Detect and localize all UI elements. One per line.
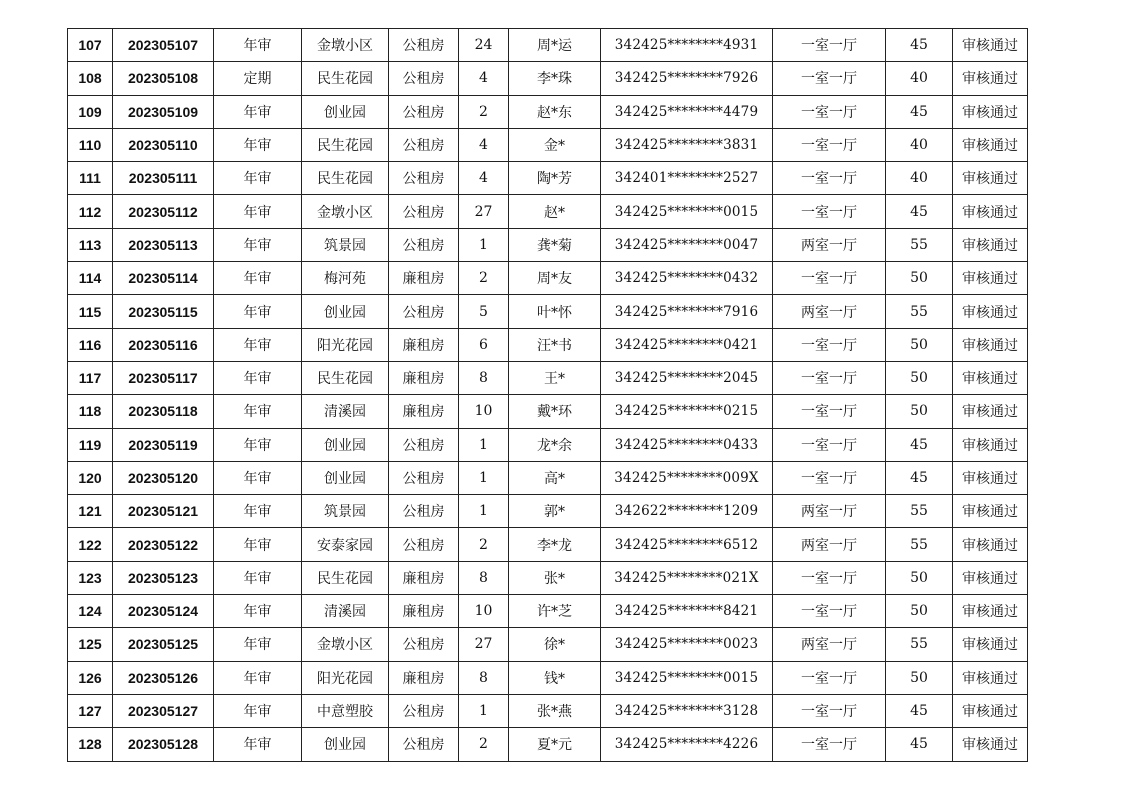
review-type-cell: 年审 <box>214 628 302 661</box>
community-cell: 民生花园 <box>302 561 389 594</box>
application-number-cell: 202305117 <box>113 361 214 394</box>
unit-layout-cell: 一室一厅 <box>773 162 886 195</box>
area-cell: 55 <box>886 495 953 528</box>
review-status-cell: 审核通过 <box>953 295 1028 328</box>
application-number-cell: 202305120 <box>113 461 214 494</box>
row-number-cell: 117 <box>68 361 113 394</box>
community-cell: 金墩小区 <box>302 29 389 62</box>
unit-layout-cell: 一室一厅 <box>773 728 886 761</box>
building-number-cell: 10 <box>459 395 509 428</box>
review-status-cell: 审核通过 <box>953 395 1028 428</box>
area-cell: 50 <box>886 595 953 628</box>
area-cell: 50 <box>886 395 953 428</box>
id-number-cell: 342425********021X <box>601 561 773 594</box>
applicant-name-cell: 李*龙 <box>509 528 601 561</box>
id-number-cell: 342425********0047 <box>601 228 773 261</box>
row-number-cell: 127 <box>68 694 113 727</box>
review-type-cell: 年审 <box>214 561 302 594</box>
applicant-name-cell: 王* <box>509 361 601 394</box>
application-number-cell: 202305128 <box>113 728 214 761</box>
id-number-cell: 342401********2527 <box>601 162 773 195</box>
application-number-cell: 202305112 <box>113 195 214 228</box>
id-number-cell: 342425********6512 <box>601 528 773 561</box>
building-number-cell: 1 <box>459 694 509 727</box>
review-results-table <box>67 28 1028 762</box>
review-type-cell: 年审 <box>214 595 302 628</box>
application-number-cell: 202305121 <box>113 495 214 528</box>
building-number-cell: 4 <box>459 162 509 195</box>
review-status-cell: 审核通过 <box>953 595 1028 628</box>
table-row <box>68 228 1028 261</box>
applicant-name-cell: 赵*东 <box>509 95 601 128</box>
building-number-cell: 2 <box>459 728 509 761</box>
table-row <box>68 361 1028 394</box>
table-row <box>68 95 1028 128</box>
id-number-cell: 342425********4226 <box>601 728 773 761</box>
building-number-cell: 8 <box>459 661 509 694</box>
area-cell: 45 <box>886 95 953 128</box>
review-type-cell: 年审 <box>214 428 302 461</box>
applicant-name-cell: 张* <box>509 561 601 594</box>
area-cell: 40 <box>886 62 953 95</box>
id-number-cell: 342425********0421 <box>601 328 773 361</box>
review-status-cell: 审核通过 <box>953 628 1028 661</box>
housing-type-cell: 廉租房 <box>389 262 459 295</box>
area-cell: 50 <box>886 328 953 361</box>
application-number-cell: 202305109 <box>113 95 214 128</box>
row-number-cell: 113 <box>68 228 113 261</box>
table-row <box>68 628 1028 661</box>
review-status-cell: 审核通过 <box>953 694 1028 727</box>
housing-type-cell: 廉租房 <box>389 661 459 694</box>
unit-layout-cell: 一室一厅 <box>773 461 886 494</box>
row-number-cell: 115 <box>68 295 113 328</box>
review-type-cell: 年审 <box>214 262 302 295</box>
community-cell: 中意塑胶 <box>302 694 389 727</box>
id-number-cell: 342425********0432 <box>601 262 773 295</box>
unit-layout-cell: 一室一厅 <box>773 661 886 694</box>
id-number-cell: 342425********0433 <box>601 428 773 461</box>
table-row <box>68 694 1028 727</box>
housing-type-cell: 廉租房 <box>389 361 459 394</box>
applicant-name-cell: 李*珠 <box>509 62 601 95</box>
community-cell: 创业园 <box>302 95 389 128</box>
building-number-cell: 8 <box>459 561 509 594</box>
review-type-cell: 年审 <box>214 128 302 161</box>
community-cell: 创业园 <box>302 461 389 494</box>
review-type-cell: 年审 <box>214 461 302 494</box>
id-number-cell: 342425********3128 <box>601 694 773 727</box>
application-number-cell: 202305123 <box>113 561 214 594</box>
housing-type-cell: 公租房 <box>389 195 459 228</box>
housing-type-cell: 公租房 <box>389 495 459 528</box>
community-cell: 民生花园 <box>302 162 389 195</box>
community-cell: 安泰家园 <box>302 528 389 561</box>
building-number-cell: 4 <box>459 62 509 95</box>
table-row <box>68 295 1028 328</box>
id-number-cell: 342425********7916 <box>601 295 773 328</box>
applicant-name-cell: 汪*书 <box>509 328 601 361</box>
unit-layout-cell: 一室一厅 <box>773 395 886 428</box>
applicant-name-cell: 钱* <box>509 661 601 694</box>
application-number-cell: 202305127 <box>113 694 214 727</box>
row-number-cell: 120 <box>68 461 113 494</box>
unit-layout-cell: 一室一厅 <box>773 195 886 228</box>
unit-layout-cell: 一室一厅 <box>773 328 886 361</box>
community-cell: 民生花园 <box>302 62 389 95</box>
review-status-cell: 审核通过 <box>953 728 1028 761</box>
review-type-cell: 年审 <box>214 295 302 328</box>
community-cell: 筑景园 <box>302 495 389 528</box>
application-number-cell: 202305116 <box>113 328 214 361</box>
community-cell: 梅河苑 <box>302 262 389 295</box>
id-number-cell: 342425********8421 <box>601 595 773 628</box>
housing-type-cell: 廉租房 <box>389 328 459 361</box>
community-cell: 阳光花园 <box>302 328 389 361</box>
area-cell: 40 <box>886 128 953 161</box>
housing-type-cell: 廉租房 <box>389 395 459 428</box>
community-cell: 筑景园 <box>302 228 389 261</box>
id-number-cell: 342425********009X <box>601 461 773 494</box>
building-number-cell: 1 <box>459 495 509 528</box>
table-row <box>68 461 1028 494</box>
application-number-cell: 202305114 <box>113 262 214 295</box>
unit-layout-cell: 两室一厅 <box>773 228 886 261</box>
review-status-cell: 审核通过 <box>953 328 1028 361</box>
row-number-cell: 124 <box>68 595 113 628</box>
table-row <box>68 195 1028 228</box>
table-row <box>68 395 1028 428</box>
application-number-cell: 202305107 <box>113 29 214 62</box>
unit-layout-cell: 一室一厅 <box>773 29 886 62</box>
area-cell: 50 <box>886 361 953 394</box>
review-type-cell: 年审 <box>214 162 302 195</box>
row-number-cell: 126 <box>68 661 113 694</box>
application-number-cell: 202305118 <box>113 395 214 428</box>
row-number-cell: 111 <box>68 162 113 195</box>
row-number-cell: 114 <box>68 262 113 295</box>
applicant-name-cell: 赵* <box>509 195 601 228</box>
unit-layout-cell: 一室一厅 <box>773 95 886 128</box>
review-status-cell: 审核通过 <box>953 262 1028 295</box>
application-number-cell: 202305122 <box>113 528 214 561</box>
building-number-cell: 2 <box>459 262 509 295</box>
row-number-cell: 107 <box>68 29 113 62</box>
review-status-cell: 审核通过 <box>953 195 1028 228</box>
area-cell: 50 <box>886 561 953 594</box>
housing-type-cell: 公租房 <box>389 628 459 661</box>
building-number-cell: 24 <box>459 29 509 62</box>
review-type-cell: 年审 <box>214 528 302 561</box>
unit-layout-cell: 一室一厅 <box>773 595 886 628</box>
review-type-cell: 年审 <box>214 361 302 394</box>
review-status-cell: 审核通过 <box>953 62 1028 95</box>
application-number-cell: 202305126 <box>113 661 214 694</box>
area-cell: 55 <box>886 628 953 661</box>
review-status-cell: 审核通过 <box>953 428 1028 461</box>
building-number-cell: 6 <box>459 328 509 361</box>
table-row <box>68 262 1028 295</box>
table-row <box>68 495 1028 528</box>
row-number-cell: 118 <box>68 395 113 428</box>
id-number-cell: 342425********0015 <box>601 661 773 694</box>
building-number-cell: 8 <box>459 361 509 394</box>
area-cell: 45 <box>886 195 953 228</box>
table-row <box>68 728 1028 761</box>
housing-type-cell: 廉租房 <box>389 595 459 628</box>
row-number-cell: 119 <box>68 428 113 461</box>
table-row <box>68 595 1028 628</box>
unit-layout-cell: 一室一厅 <box>773 694 886 727</box>
review-type-cell: 年审 <box>214 728 302 761</box>
row-number-cell: 109 <box>68 95 113 128</box>
community-cell: 创业园 <box>302 295 389 328</box>
row-number-cell: 122 <box>68 528 113 561</box>
housing-type-cell: 公租房 <box>389 728 459 761</box>
table-body <box>68 29 1028 762</box>
application-number-cell: 202305113 <box>113 228 214 261</box>
id-number-cell: 342425********3831 <box>601 128 773 161</box>
applicant-name-cell: 叶*怀 <box>509 295 601 328</box>
community-cell: 金墩小区 <box>302 195 389 228</box>
housing-type-cell: 公租房 <box>389 128 459 161</box>
table-row <box>68 561 1028 594</box>
community-cell: 阳光花园 <box>302 661 389 694</box>
review-type-cell: 年审 <box>214 95 302 128</box>
unit-layout-cell: 一室一厅 <box>773 361 886 394</box>
review-type-cell: 定期 <box>214 62 302 95</box>
table-row <box>68 128 1028 161</box>
row-number-cell: 116 <box>68 328 113 361</box>
area-cell: 55 <box>886 528 953 561</box>
application-number-cell: 202305111 <box>113 162 214 195</box>
housing-type-cell: 公租房 <box>389 461 459 494</box>
table-row <box>68 162 1028 195</box>
review-type-cell: 年审 <box>214 29 302 62</box>
row-number-cell: 112 <box>68 195 113 228</box>
row-number-cell: 123 <box>68 561 113 594</box>
review-status-cell: 审核通过 <box>953 528 1028 561</box>
review-status-cell: 审核通过 <box>953 128 1028 161</box>
unit-layout-cell: 两室一厅 <box>773 528 886 561</box>
applicant-name-cell: 金* <box>509 128 601 161</box>
applicant-name-cell: 夏*元 <box>509 728 601 761</box>
review-type-cell: 年审 <box>214 228 302 261</box>
table-row <box>68 29 1028 62</box>
area-cell: 50 <box>886 661 953 694</box>
applicant-name-cell: 周*友 <box>509 262 601 295</box>
housing-type-cell: 公租房 <box>389 162 459 195</box>
review-status-cell: 审核通过 <box>953 661 1028 694</box>
building-number-cell: 27 <box>459 628 509 661</box>
unit-layout-cell: 两室一厅 <box>773 628 886 661</box>
id-number-cell: 342425********0215 <box>601 395 773 428</box>
review-status-cell: 审核通过 <box>953 361 1028 394</box>
applicant-name-cell: 郭* <box>509 495 601 528</box>
review-type-cell: 年审 <box>214 195 302 228</box>
applicant-name-cell: 龙*余 <box>509 428 601 461</box>
building-number-cell: 1 <box>459 428 509 461</box>
unit-layout-cell: 一室一厅 <box>773 262 886 295</box>
review-status-cell: 审核通过 <box>953 495 1028 528</box>
community-cell: 创业园 <box>302 428 389 461</box>
application-number-cell: 202305115 <box>113 295 214 328</box>
applicant-name-cell: 戴*环 <box>509 395 601 428</box>
table-row <box>68 661 1028 694</box>
area-cell: 55 <box>886 295 953 328</box>
applicant-name-cell: 张*燕 <box>509 694 601 727</box>
applicant-name-cell: 陶*芳 <box>509 162 601 195</box>
housing-type-cell: 廉租房 <box>389 561 459 594</box>
review-status-cell: 审核通过 <box>953 461 1028 494</box>
unit-layout-cell: 一室一厅 <box>773 428 886 461</box>
building-number-cell: 1 <box>459 228 509 261</box>
applicant-name-cell: 许*芝 <box>509 595 601 628</box>
area-cell: 45 <box>886 728 953 761</box>
unit-layout-cell: 两室一厅 <box>773 295 886 328</box>
area-cell: 45 <box>886 428 953 461</box>
id-number-cell: 342425********7926 <box>601 62 773 95</box>
id-number-cell: 342425********0023 <box>601 628 773 661</box>
building-number-cell: 2 <box>459 528 509 561</box>
application-number-cell: 202305119 <box>113 428 214 461</box>
table-row <box>68 328 1028 361</box>
id-number-cell: 342425********4931 <box>601 29 773 62</box>
unit-layout-cell: 两室一厅 <box>773 495 886 528</box>
row-number-cell: 125 <box>68 628 113 661</box>
review-type-cell: 年审 <box>214 395 302 428</box>
id-number-cell: 342622********1209 <box>601 495 773 528</box>
housing-type-cell: 公租房 <box>389 295 459 328</box>
review-status-cell: 审核通过 <box>953 162 1028 195</box>
applicant-name-cell: 周*运 <box>509 29 601 62</box>
id-number-cell: 342425********0015 <box>601 195 773 228</box>
housing-type-cell: 公租房 <box>389 95 459 128</box>
review-type-cell: 年审 <box>214 694 302 727</box>
review-status-cell: 审核通过 <box>953 561 1028 594</box>
applicant-name-cell: 龚*菊 <box>509 228 601 261</box>
row-number-cell: 128 <box>68 728 113 761</box>
housing-type-cell: 公租房 <box>389 29 459 62</box>
application-number-cell: 202305108 <box>113 62 214 95</box>
review-status-cell: 审核通过 <box>953 29 1028 62</box>
community-cell: 创业园 <box>302 728 389 761</box>
table-row <box>68 62 1028 95</box>
unit-layout-cell: 一室一厅 <box>773 62 886 95</box>
applicant-name-cell: 高* <box>509 461 601 494</box>
building-number-cell: 2 <box>459 95 509 128</box>
id-number-cell: 342425********4479 <box>601 95 773 128</box>
table-row <box>68 428 1028 461</box>
housing-type-cell: 公租房 <box>389 428 459 461</box>
community-cell: 清溪园 <box>302 395 389 428</box>
application-number-cell: 202305124 <box>113 595 214 628</box>
community-cell: 民生花园 <box>302 128 389 161</box>
application-number-cell: 202305110 <box>113 128 214 161</box>
building-number-cell: 1 <box>459 461 509 494</box>
area-cell: 50 <box>886 262 953 295</box>
unit-layout-cell: 一室一厅 <box>773 128 886 161</box>
building-number-cell: 27 <box>459 195 509 228</box>
unit-layout-cell: 一室一厅 <box>773 561 886 594</box>
table-row <box>68 528 1028 561</box>
row-number-cell: 121 <box>68 495 113 528</box>
area-cell: 45 <box>886 461 953 494</box>
building-number-cell: 4 <box>459 128 509 161</box>
building-number-cell: 5 <box>459 295 509 328</box>
housing-type-cell: 公租房 <box>389 528 459 561</box>
applicant-name-cell: 徐* <box>509 628 601 661</box>
row-number-cell: 108 <box>68 62 113 95</box>
application-number-cell: 202305125 <box>113 628 214 661</box>
housing-type-cell: 公租房 <box>389 228 459 261</box>
id-number-cell: 342425********2045 <box>601 361 773 394</box>
housing-type-cell: 公租房 <box>389 62 459 95</box>
community-cell: 金墩小区 <box>302 628 389 661</box>
review-type-cell: 年审 <box>214 495 302 528</box>
area-cell: 45 <box>886 29 953 62</box>
area-cell: 40 <box>886 162 953 195</box>
row-number-cell: 110 <box>68 128 113 161</box>
area-cell: 45 <box>886 694 953 727</box>
housing-type-cell: 公租房 <box>389 694 459 727</box>
area-cell: 55 <box>886 228 953 261</box>
review-status-cell: 审核通过 <box>953 228 1028 261</box>
review-type-cell: 年审 <box>214 661 302 694</box>
community-cell: 清溪园 <box>302 595 389 628</box>
community-cell: 民生花园 <box>302 361 389 394</box>
review-status-cell: 审核通过 <box>953 95 1028 128</box>
review-type-cell: 年审 <box>214 328 302 361</box>
building-number-cell: 10 <box>459 595 509 628</box>
